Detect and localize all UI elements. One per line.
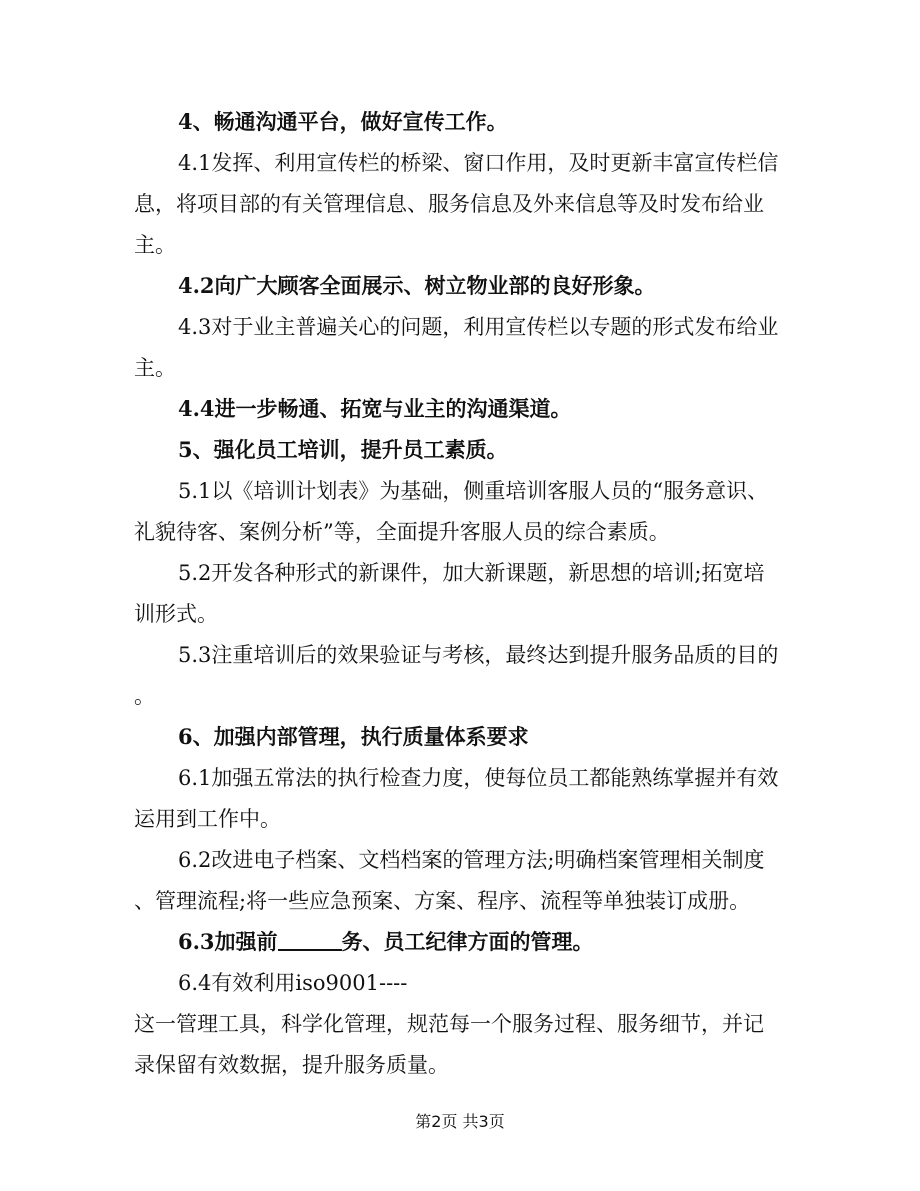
paragraph-line: 息，将项目部的有关管理信息、服务信息及外来信息等及时发布给业: [134, 192, 764, 216]
paragraph-line: 运用到工作中。: [134, 807, 281, 831]
section-heading-4: 4、畅通沟通平台，做好宣传工作。: [178, 109, 508, 134]
paragraph-4-4: 4.4进一步畅通、拓宽与业主的沟通渠道。: [178, 396, 572, 421]
paragraph-5-3: 5.3注重培训后的效果验证与考核，最终达到提升服务品质的目的: [178, 643, 779, 667]
paragraph-4-2: 4.2向广大顾客全面展示、树立物业部的良好形象。: [178, 273, 656, 298]
section-heading-6: 6、加强内部管理，执行质量体系要求: [178, 724, 529, 749]
paragraph-6-1: 6.1加强五常法的执行检查力度，使每位员工都能熟练掌握并有效: [178, 766, 779, 790]
paragraph-line: 这一管理工具，科学化管理，规范每一个服务过程、服务细节，并记: [134, 1012, 764, 1036]
paragraph-line: 主。: [134, 356, 176, 380]
blank-underline: [278, 929, 342, 951]
paragraph-4-3: 4.3对于业主普遍关心的问题，利用宣传栏以专题的形式发布给业: [178, 315, 779, 339]
section-heading-5: 5、强化员工培训，提升员工素质。: [178, 437, 508, 462]
paragraph-line: 。: [134, 684, 155, 708]
page-footer: 第2页 共3页: [415, 1112, 505, 1131]
paragraph-6-3-start: 6.3加强前: [178, 929, 278, 954]
paragraph-6-3: [0, 927, 920, 957]
paragraph-line: 、管理流程;将一些应急预案、方案、程序、流程等单独装订成册。: [134, 889, 751, 913]
paragraph-line: 录保留有效数据，提升服务质量。: [134, 1053, 449, 1077]
paragraph-5-2: 5.2开发各种形式的新课件，加大新课题，新思想的培训;拓宽培: [178, 561, 765, 585]
paragraph-line: 主。: [134, 233, 176, 257]
paragraph-line: 训形式。: [134, 602, 218, 626]
paragraph-6-3-end: 务、员工纪律方面的管理。: [341, 929, 594, 954]
paragraph-6-2: 6.2改进电子档案、文档档案的管理方法;明确档案管理相关制度: [178, 848, 765, 872]
paragraph-line: 礼貌待客、案例分析”等，全面提升客服人员的综合素质。: [134, 520, 670, 544]
paragraph-line: 4.1发挥、利用宣传栏的桥梁、窗口作用，及时更新丰富宣传栏信: [178, 151, 779, 175]
paragraph-4-1: [0, 148, 920, 178]
paragraph-6-4: 6.4有效利用iso9001----: [178, 971, 408, 995]
paragraph-5-1: 5.1以《培训计划表》为基础，侧重培训客服人员的“服务意识、: [178, 479, 769, 503]
